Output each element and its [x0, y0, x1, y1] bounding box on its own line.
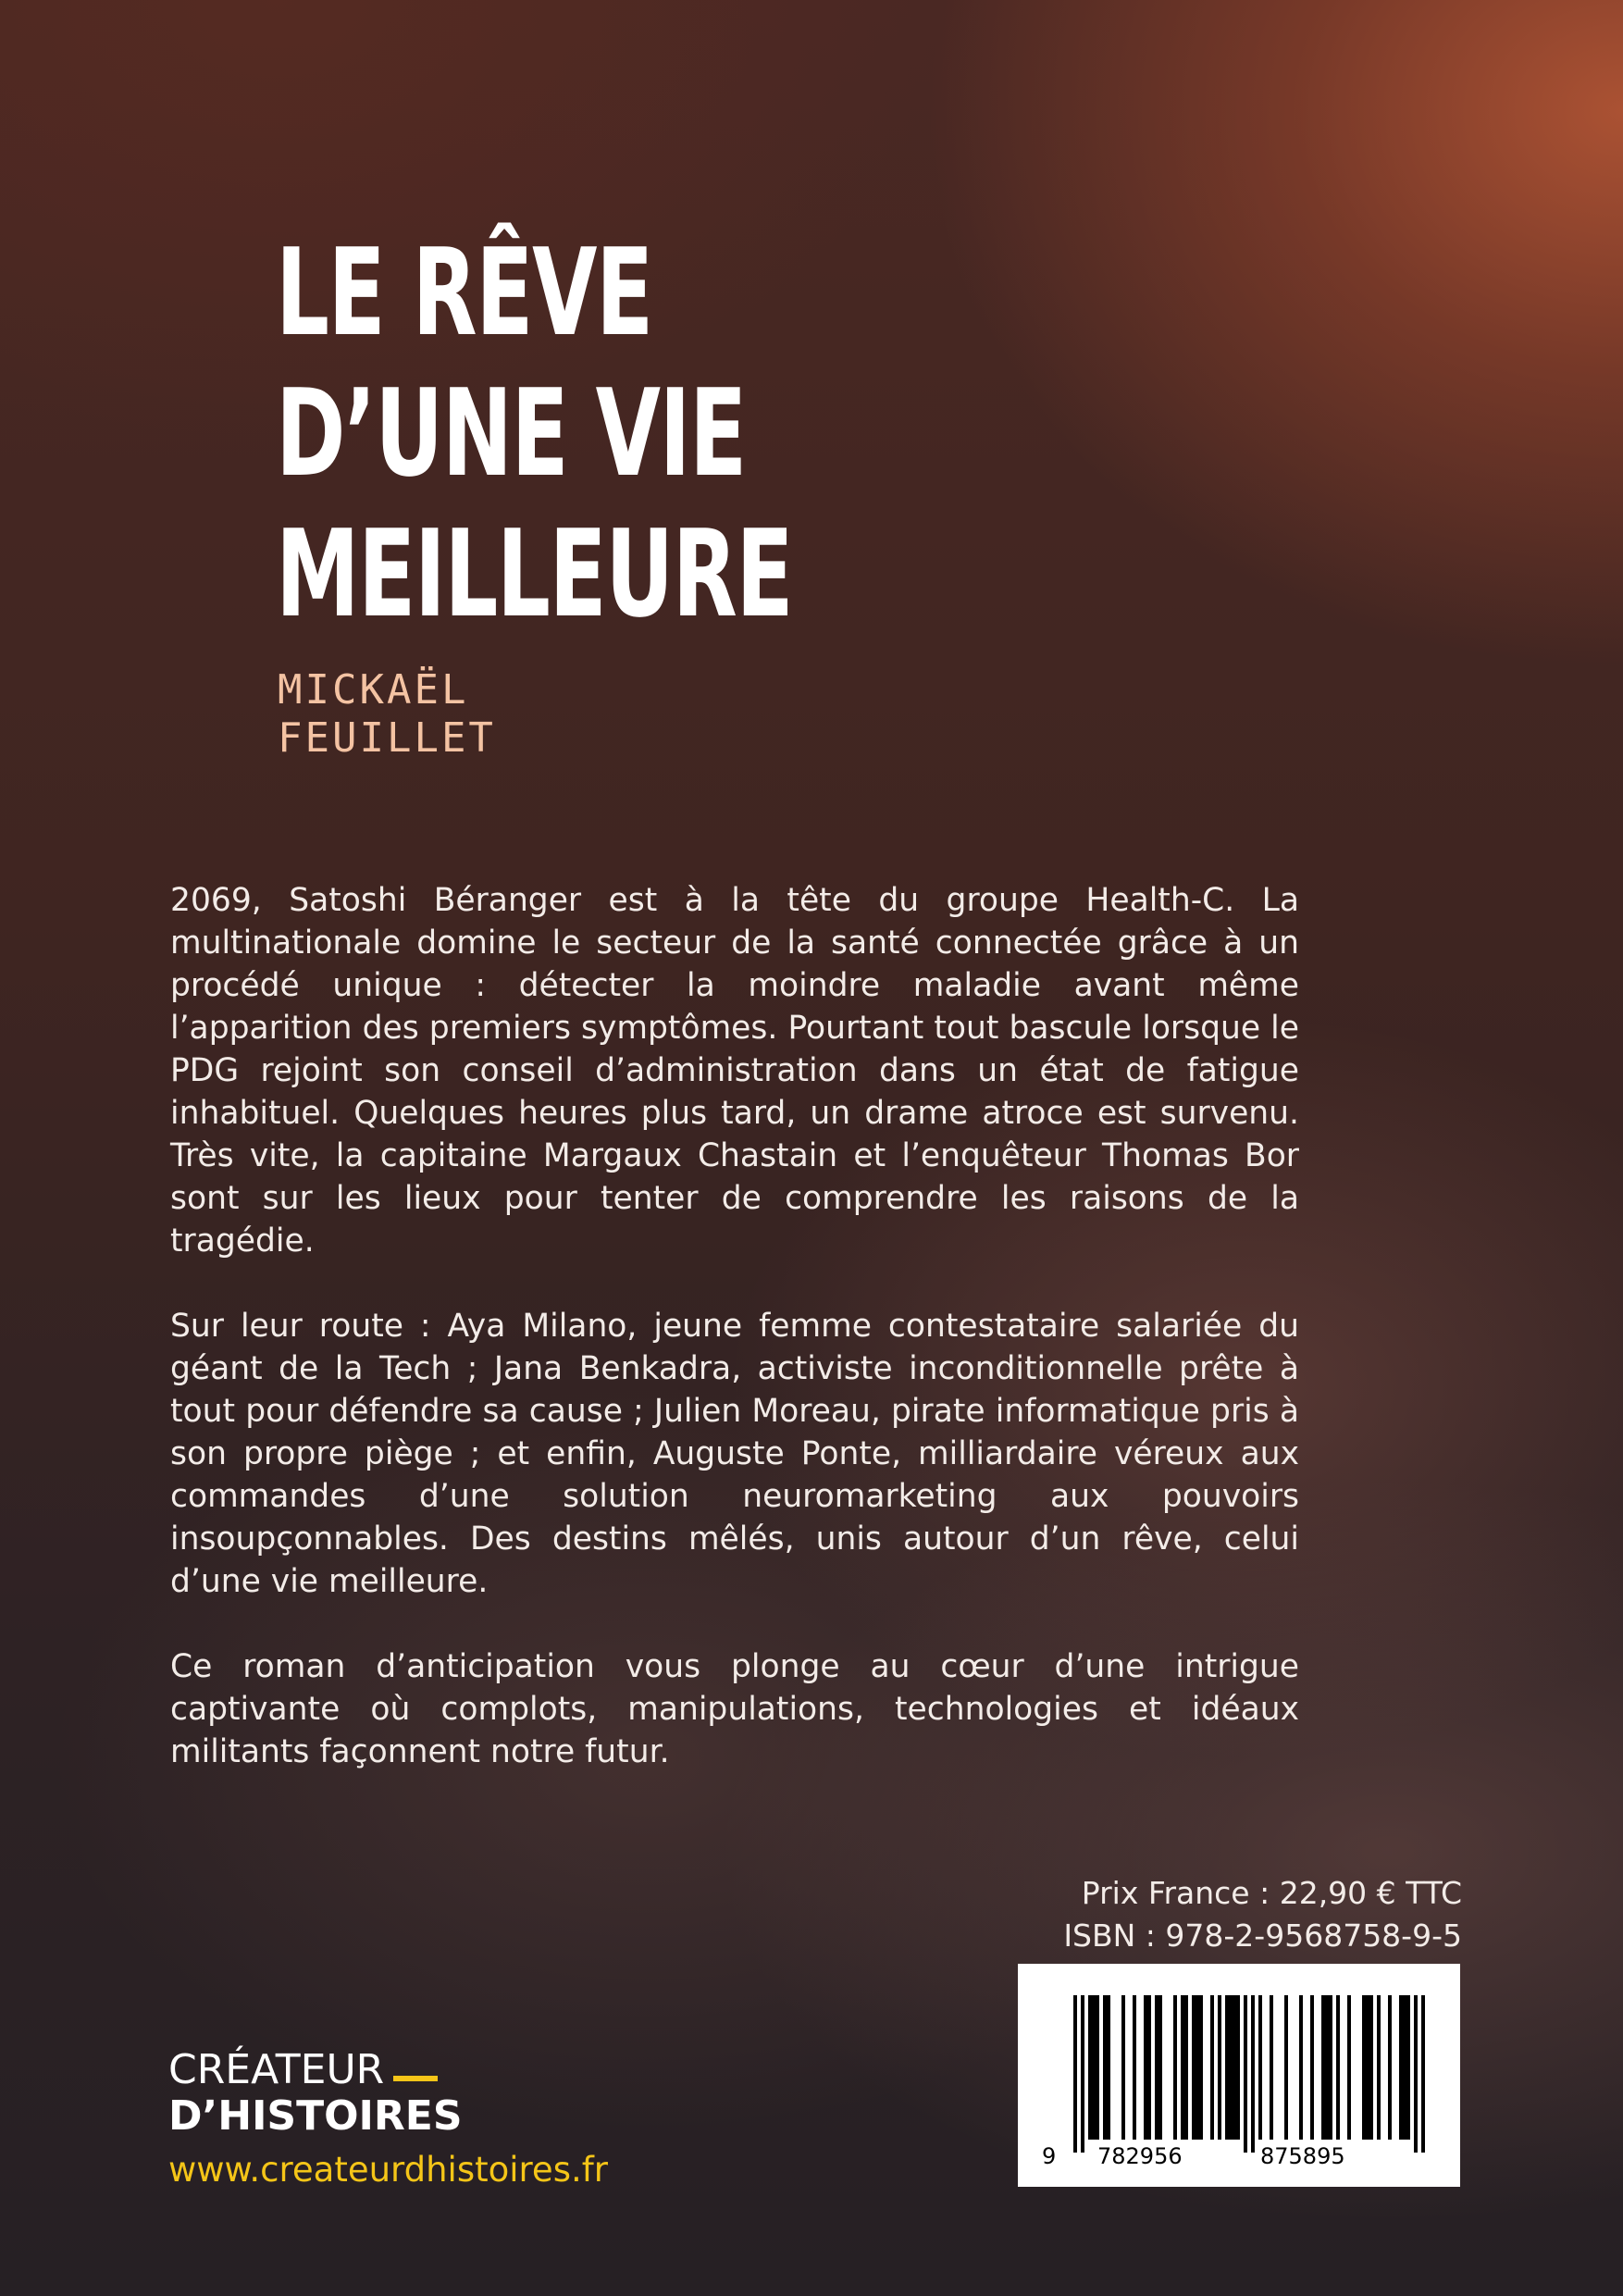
publisher-name-line2: D’HISTOIRES [168, 2092, 463, 2140]
barcode-bar [1192, 1995, 1196, 2140]
barcode-bar [1218, 1995, 1221, 2140]
synopsis [170, 879, 1299, 1816]
barcode-bar [1329, 1995, 1332, 2140]
barcode-bar [1092, 1995, 1096, 2140]
barcode-bar [1088, 1995, 1092, 2140]
barcode-bar [1225, 1995, 1229, 2140]
isbn-text: ISBN : 978-2-9568758-9-5 [1063, 1917, 1462, 1954]
barcode-bar [1406, 1995, 1410, 2140]
synopsis-paragraph: Ce roman d’anticipation vous plonge au cœur d’une intrigue captivante où complots, manipulations, technologies et idéaux militants façonnent notre futur. [170, 1648, 1299, 1770]
barcode-bar [1107, 1995, 1110, 2140]
author-name [278, 666, 496, 763]
price-text: Prix France : 22,90 € TTC [1081, 1875, 1462, 1911]
author-first-name: MICKAËL [278, 666, 469, 714]
barcode-bar [1377, 1995, 1381, 2140]
barcode-bar [1144, 1995, 1147, 2140]
barcode-bar [1233, 1995, 1236, 2140]
barcode-bar [1325, 1995, 1329, 2140]
barcode-bar [1196, 1995, 1199, 2140]
publisher-website: www.createurdhistoires.fr [168, 2150, 608, 2190]
title-line: MEILLEURE [276, 503, 793, 644]
price-block [1063, 1872, 1462, 1957]
barcode-bar [1103, 1995, 1107, 2140]
barcode [1018, 1964, 1460, 2187]
barcode-bar [1284, 1995, 1288, 2140]
barcode-bar [1414, 1995, 1418, 2153]
barcode-bars [1018, 1964, 1460, 2187]
barcode-bar [1403, 1995, 1406, 2140]
publisher-name-line1: CRÉATEUR [168, 2046, 385, 2093]
barcode-bar [1210, 1995, 1214, 2140]
barcode-bar [1310, 1995, 1314, 2140]
barcode-bar [1299, 1995, 1303, 2140]
barcode-bar [1369, 1995, 1373, 2140]
barcode-bar [1199, 1995, 1203, 2140]
barcode-bar [1121, 1995, 1125, 2140]
title-line: D’UNE VIE [276, 363, 746, 503]
barcode-bar [1399, 1995, 1403, 2140]
book-title [276, 222, 792, 644]
synopsis-paragraph: 2069, Satoshi Béranger est à la tête du groupe Health-C. La multinationale domine le secteur de la santé connectée grâce à un procédé unique : détecter la moindre maladie avant même l’apparition des premiers symptômes. Pourtant tout bascule lorsque le PDG rejoint son conseil d’administration dans un état de fatigue inhabituel. Quelques heures plus tard, un drame atroce est survenu. Très vite, la capitaine Margaux Chastain et l’enquêteur Thomas Bor sont sur les lieux pour tenter de comprendre les raisons de la tragédie. [170, 882, 1299, 1260]
barcode-bar [1258, 1995, 1262, 2140]
barcode-bar [1244, 1995, 1247, 2153]
barcode-bar [1096, 1995, 1099, 2140]
barcode-bar [1236, 1995, 1240, 2140]
barcode-bar [1362, 1995, 1366, 2140]
logo-accent-dash [393, 2076, 438, 2081]
barcode-bar [1421, 1995, 1425, 2153]
publisher-logo [168, 2047, 463, 2140]
barcode-digit-group: 875895 [1260, 2143, 1345, 2169]
barcode-bar [1173, 1995, 1177, 2140]
barcode-bar [1073, 1995, 1077, 2153]
synopsis-paragraph: Sur leur route : Aya Milano, jeune femme contestataire salariée du géant de la Tech ; Jana Benkadra, activiste inconditionnelle prête à tout pour défendre sa cause ; Julien Moreau, pirate informatique pris à son propre piège ; et enfin, Auguste Ponte, milliardaire véreux aux commandes d’une solution neuromarketing aux pouvoirs insoupçonnables. Des destins mêlés, unis autour d’un rêve, celui d’une vie meilleure. [170, 1308, 1299, 1600]
barcode-bar [1184, 1995, 1188, 2140]
barcode-bar [1366, 1995, 1369, 2140]
barcode-bar [1229, 1995, 1233, 2140]
barcode-bar [1270, 1995, 1273, 2140]
barcode-bar [1147, 1995, 1151, 2140]
title-line: LE RÊVE [276, 222, 652, 363]
barcode-bar [1321, 1995, 1325, 2140]
barcode-bar [1155, 1995, 1158, 2140]
barcode-bar [1181, 1995, 1184, 2140]
barcode-bar [1336, 1995, 1340, 2140]
barcode-bar [1081, 1995, 1084, 2153]
barcode-bar [1388, 1995, 1392, 2140]
barcode-digit-group: 9 [1042, 2143, 1057, 2169]
barcode-bar [1251, 1995, 1255, 2153]
barcode-digit-group: 782956 [1097, 2143, 1183, 2169]
author-last-name: FEUILLET [278, 714, 496, 762]
barcode-bar [1158, 1995, 1162, 2140]
barcode-bar [1133, 1995, 1136, 2140]
barcode-bar [1347, 1995, 1351, 2140]
